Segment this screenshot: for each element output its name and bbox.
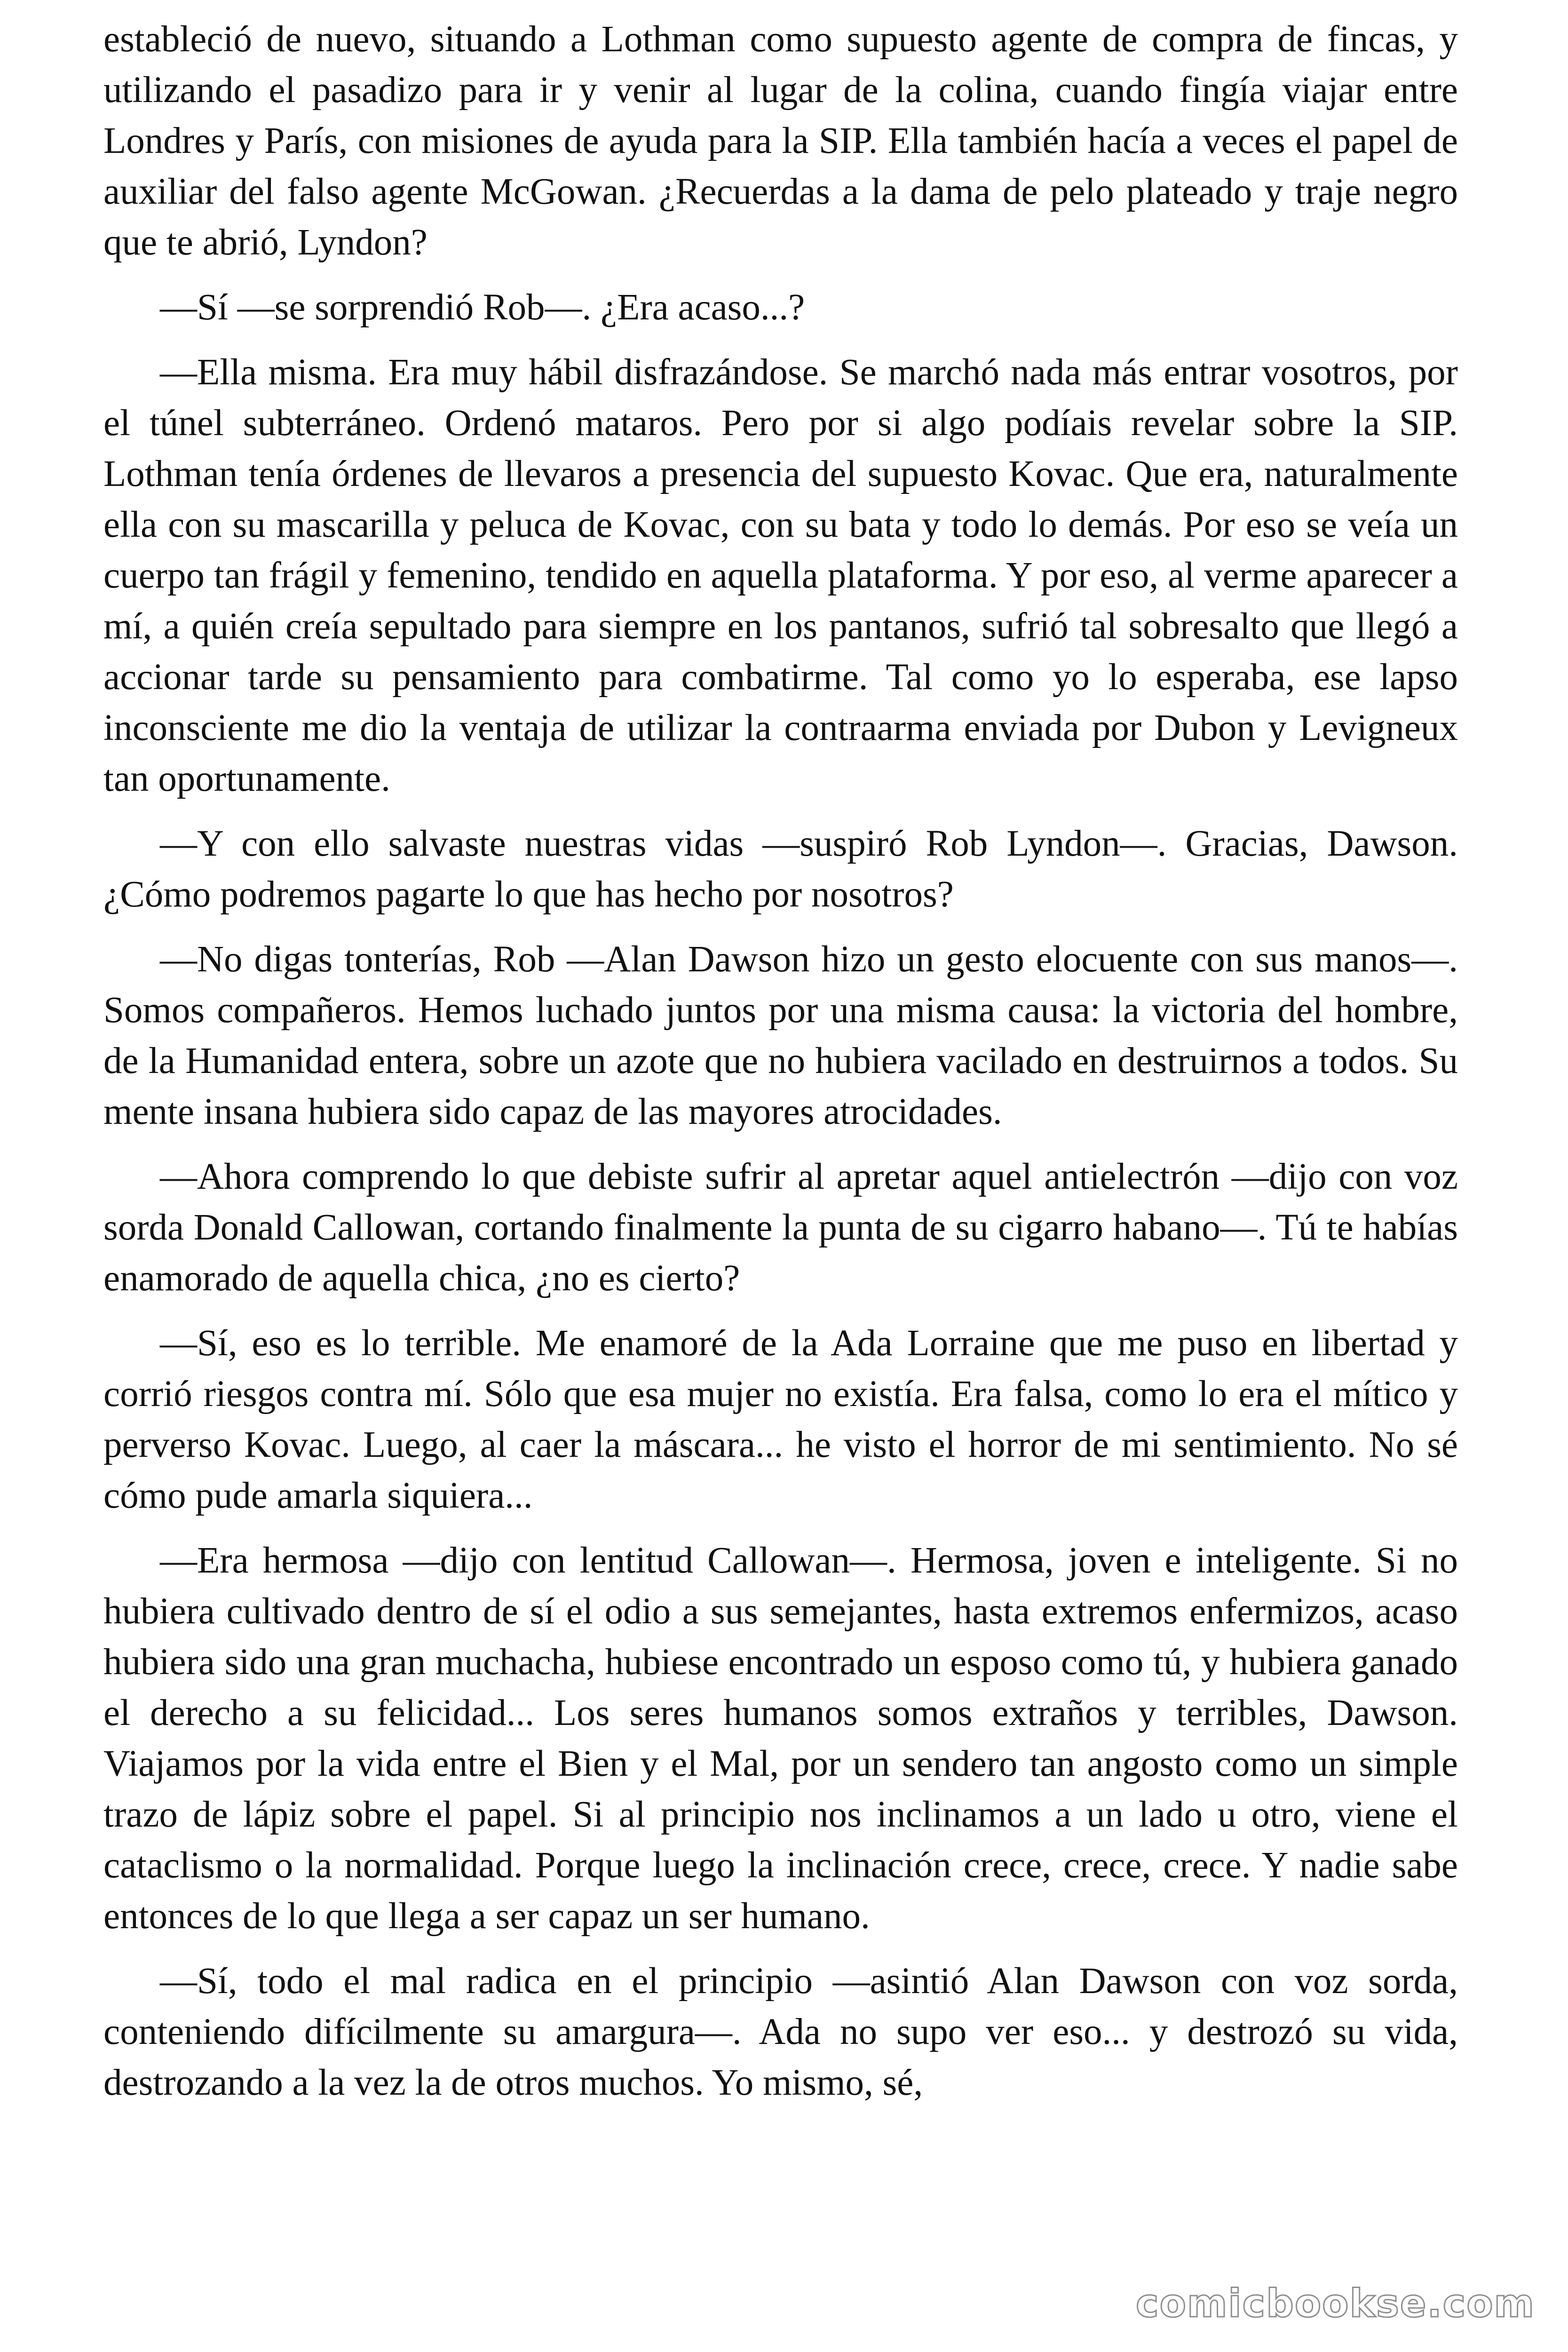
paragraph-6: —Ahora comprendo lo que debiste sufrir al apretar aquel antielectrón —dijo con voz sorda Donald Callowan, cortando finalmente la punta de su cigarro habano—. Tú te habías enamorado de aquella chica, ¿no es cierto? [103, 1156, 1458, 1299]
paragraph-3: —Ella misma. Era muy hábil disfrazándose. Se marchó nada más entrar vosotros, por el túnel subterráneo. Ordenó mataros. Pero por si algo podíais revelar sobre la SIP. Lothman tenía órdenes de llevaros a presencia del supuesto Kovac. Que era, naturalmente ella con su mascarilla y peluca de Kovac, con su bata y todo lo demás. Por eso se veía un cuerpo tan frágil y femenino, tendido en aquella plataforma. Y por eso, al verme aparecer a mí, a quién creía sepultado para siempre en los pantanos, sufrió tal sobresalto que llegó a accionar tarde su pensamiento para combatirme. Tal como yo lo esperaba, ese lapso inconsciente me dio la ventaja de utilizar la contraarma enviada por Dubon y Levigneux tan oportunamente. [103, 352, 1458, 799]
watermark: comicbookse.com [1136, 2281, 1535, 2326]
paragraph-1: estableció de nuevo, situando a Lothman como supuesto agente de compra de fincas, y utilizando el pasadizo para ir y venir al lugar de la colina, cuando fingía viajar entre Londres y París, con misiones de ayuda para la SIP. Ella también hacía a veces el papel de auxiliar del falso agente McGowan. ¿Recuerdas a la dama de pelo plateado y traje negro que te abrió, Lyndon? [103, 19, 1458, 263]
paragraph-2: —Sí —se sorprendió Rob—. ¿Era acaso...? [160, 287, 805, 328]
paragraph-7: —Sí, eso es lo terrible. Me enamoré de la Ada Lorraine que me puso en libertad y corrió riesgos contra mí. Sólo que esa mujer no existía. Era falsa, como lo era el mítico y perverso Kovac. Luego, al caer la máscara... he visto el horror de mi sentimiento. No sé cómo pude amarla siquiera... [103, 1323, 1458, 1516]
book-page [103, 14, 1458, 2122]
paragraph-9: —Sí, todo el mal radica en el principio —asintió Alan Dawson con voz sorda, conteniendo difícilmente su amargura—. Ada no supo ver eso... y destrozó su vida, destrozando a la vez la de otros muchos. Yo mismo, sé, [103, 1961, 1458, 2103]
paragraph-8: —Era hermosa —dijo con lentitud Callowan—. Hermosa, joven e inteligente. Si no hubiera cultivado dentro de sí el odio a sus semejantes, hasta extremos enfermizos, acaso hubiera sido una gran muchacha, hubiese encontrado un esposo como tú, y hubiera ganado el derecho a su felicidad... Los seres humanos somos extraños y terribles, Dawson. Viajamos por la vida entre el Bien y el Mal, por un sendero tan angosto como un simple trazo de lápiz sobre el papel. Si al principio nos inclinamos a un lado u otro, viene el cataclismo o la normalidad. Porque luego la inclinación crece, crece, crece. Y nadie sabe entonces de lo que llega a ser capaz un ser humano. [103, 1540, 1458, 1937]
paragraph-5: —No digas tonterías, Rob —Alan Dawson hizo un gesto elocuente con sus manos—. Somos compañeros. Hemos luchado juntos por una misma causa: la victoria del hombre, de la Humanidad entera, sobre un azote que no hubiera vacilado en destruirnos a todos. Su mente insana hubiera sido capaz de las mayores atrocidades. [103, 939, 1458, 1132]
paragraph-4: —Y con ello salvaste nuestras vidas —suspiró Rob Lyndon—. Gracias, Dawson. ¿Cómo podremos pagarte lo que has hecho por nosotros? [103, 823, 1458, 915]
